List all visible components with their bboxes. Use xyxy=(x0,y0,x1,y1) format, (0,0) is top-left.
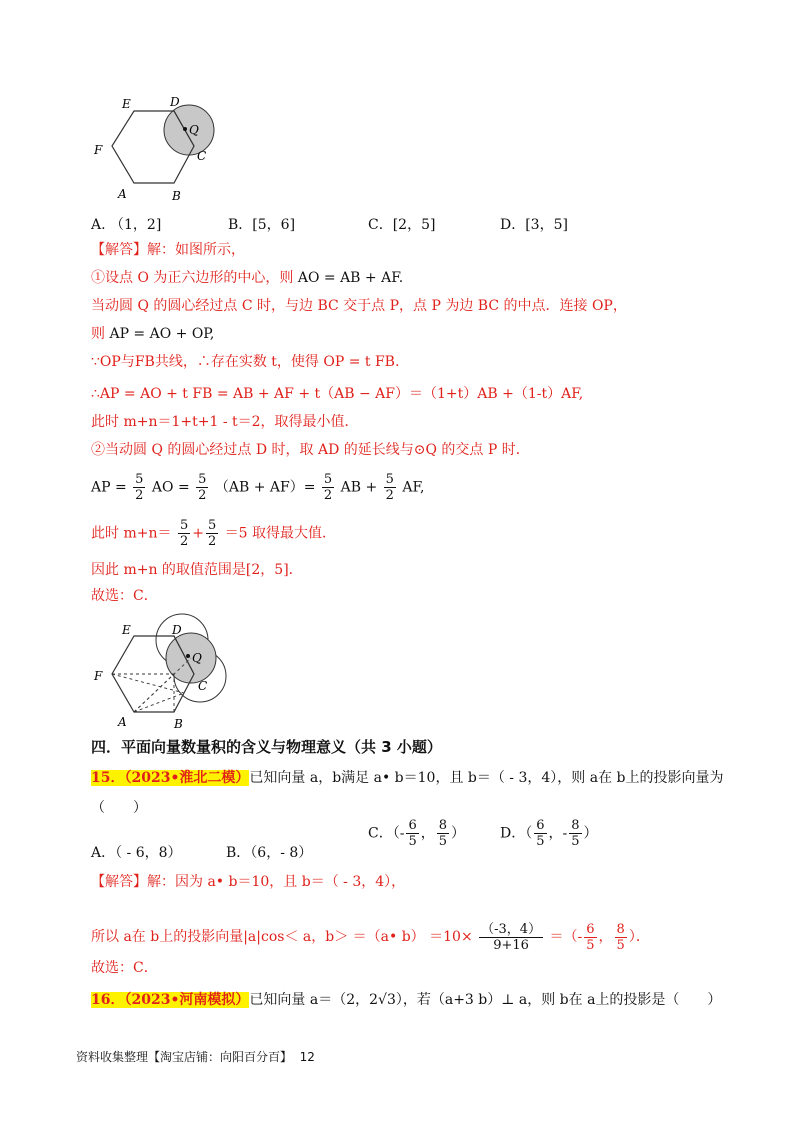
q15-option-d: D．（ $\frac{6}{5}$ ，- $\frac{8}{5}$ ） xyxy=(500,818,598,849)
q15-answer-choice: 故选：C． xyxy=(91,960,158,976)
hexagon-figure-1 xyxy=(88,94,218,204)
answer-line-4: 则 AP = AO + OP, xyxy=(91,326,215,342)
option-c: C．[2，5] xyxy=(368,217,436,233)
option-b: B．[5，6] xyxy=(228,217,296,233)
svg-text:A: A xyxy=(118,187,127,201)
question-15: 15．（2023•淮北二模）已知向量 a，b满足 a• b＝10，且 b＝（ - 3，4），则 a在 b上的投影向量为 xyxy=(91,770,724,786)
section-heading: 四．平面向量数量积的含义与物理意义（共 3 小题） xyxy=(91,738,442,756)
answer-line-1: 【解答】解：如图所示， xyxy=(91,242,245,258)
answer-line-8: ②当动圆 Q 的圆心经过点 D 时，取 AD 的延长线与⊙Q 的交点 P 时． xyxy=(91,442,530,458)
svg-text:E: E xyxy=(122,623,131,637)
option-a: A. （1，2] xyxy=(91,217,162,233)
answer-line-9: AP = $\frac{5}{2}$ AO = $\frac{5}{2}$ （AB + AF）= $\frac{5}{2}$ AB + $\frac{5}{2}$ AF, xyxy=(91,472,425,503)
q15-option-b: B．（6，- 8） xyxy=(226,845,313,861)
svg-text:B: B xyxy=(172,189,181,203)
answer-line-10: 此时 m+n＝ $\frac{5}{2}$ + $\frac{5}{2}$ ＝5 取得最大值． xyxy=(91,518,337,549)
answer-line-3: 当动圆 Q 的圆心经过点 C 时，与边 BC 交于点 P，点 P 为边 BC 的中点．连接 OP， xyxy=(91,298,627,314)
svg-text:F: F xyxy=(94,143,103,157)
page-footer: 资料收集整理【淘宝店铺：向阳百分百】 12 xyxy=(76,1050,315,1064)
answer-line-5: ∵OP与FB共线，∴存在实数 t，使得 OP = t FB. xyxy=(91,354,400,370)
answer-line-11: 因此 m+n 的取值范围是[2，5]． xyxy=(91,562,303,578)
svg-text:A: A xyxy=(118,715,127,729)
svg-text:B: B xyxy=(174,717,183,730)
q15-option-c: C．（- $\frac{6}{5}$ ， $\frac{8}{5}$ ） xyxy=(368,818,466,849)
q15-option-a: A．（ - 6，8） xyxy=(91,845,182,861)
question-15-paren: （ ） xyxy=(91,800,147,816)
option-d: D．[3，5] xyxy=(500,217,568,233)
svg-text:Q: Q xyxy=(189,123,199,137)
question-16: 16．（2023•河南模拟）已知向量 a＝（2，2√3），若（a+3 b）⊥ a，则 b在 a上的投影是（ ） xyxy=(91,992,722,1008)
svg-text:F: F xyxy=(94,669,103,683)
hexagon-figure-2 xyxy=(88,610,228,730)
svg-text:D: D xyxy=(170,95,180,109)
q15-answer-2: 所以 a在 b上的投影向量|a|cos＜ a，b＞ ＝（a• b） ＝10× $\frac{(-3,4)}{9+16}$ ＝（- $\frac{6}{5}$ ， $\frac{8}{5}$ ）． xyxy=(91,921,650,953)
answer-line-7: 此时 m+n＝1+t+1 - t＝2，取得最小值． xyxy=(91,414,359,430)
svg-text:E: E xyxy=(122,97,131,111)
svg-text:Q: Q xyxy=(192,651,202,665)
svg-text:D: D xyxy=(172,623,182,637)
q15-answer-1: 【解答】解：因为 a• b＝10，且 b＝（ - 3，4）， xyxy=(91,874,406,890)
answer-line-2: ①设点 O 为正六边形的中心，则 AO = AB + AF. xyxy=(91,270,404,286)
page-number: 12 xyxy=(299,1050,315,1064)
answer-line-6: ∴AP = AO + t FB = AB + AF + t（AB − AF）＝（1+t）AB +（1-t）AF, xyxy=(91,386,584,402)
answer-line-12: 故选：C． xyxy=(91,588,158,604)
svg-text:C: C xyxy=(198,679,208,693)
svg-text:C: C xyxy=(197,149,207,163)
